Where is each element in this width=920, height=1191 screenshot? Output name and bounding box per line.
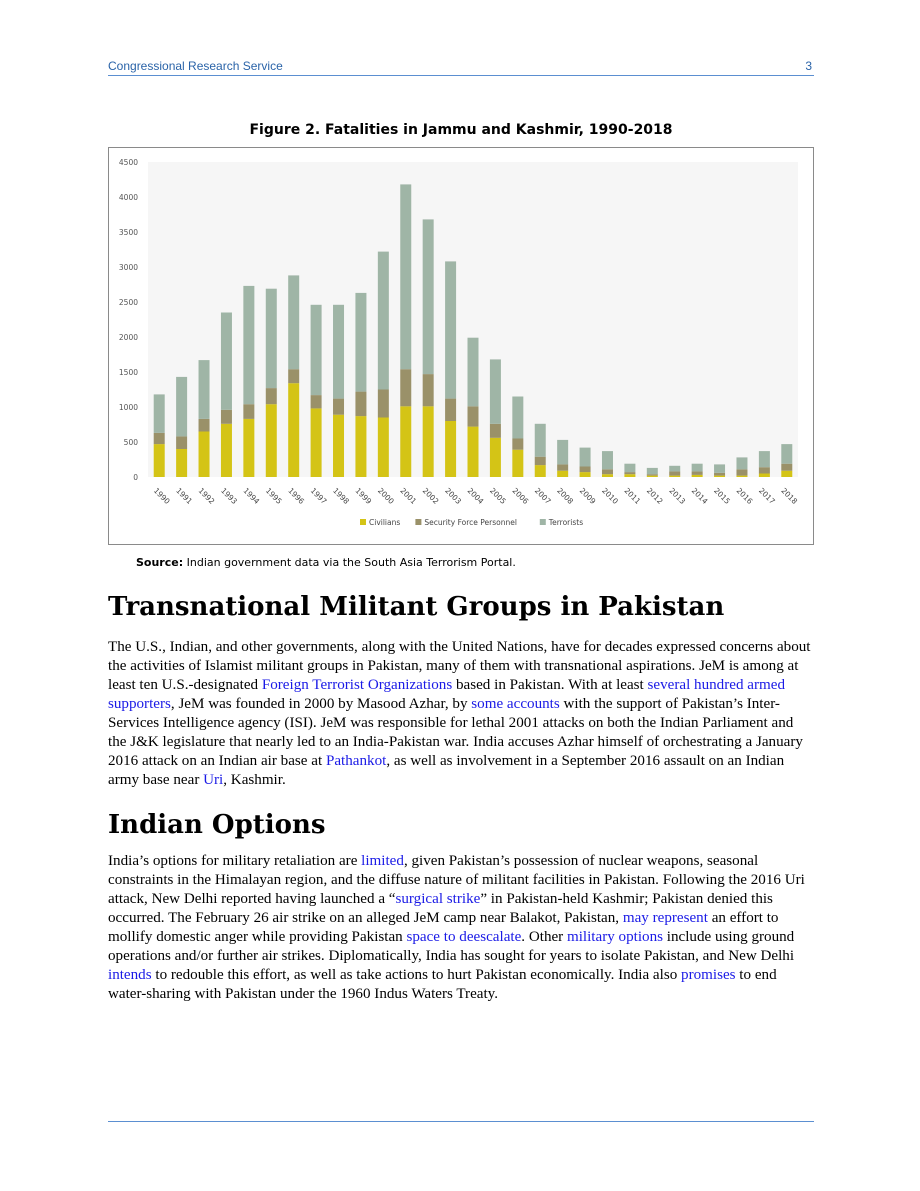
bar-security-force-personnel-2010 <box>602 469 613 474</box>
bar-security-force-personnel-2007 <box>535 457 546 465</box>
x-tick-label: 1993 <box>219 486 239 506</box>
header-org: Congressional Research Service <box>108 59 283 73</box>
bar-terrorists-1991 <box>176 377 187 437</box>
bar-civilians-1994 <box>243 419 254 477</box>
source-text: Indian government data via the South Asia Terrorism Portal. <box>186 556 516 569</box>
bar-security-force-personnel-2014 <box>692 471 703 475</box>
x-tick-label: 1996 <box>286 486 307 506</box>
bar-civilians-2004 <box>468 427 479 477</box>
section-heading-transnational: Transnational Militant Groups in Pakistan <box>108 592 725 622</box>
bar-terrorists-1998 <box>333 305 344 399</box>
bar-civilians-2007 <box>535 465 546 477</box>
y-tick-label: 0 <box>133 473 138 482</box>
bar-terrorists-2017 <box>759 451 770 467</box>
bar-terrorists-2018 <box>781 444 792 464</box>
bar-terrorists-2007 <box>535 424 546 457</box>
bar-security-force-personnel-2015 <box>714 473 725 476</box>
bar-security-force-personnel-1996 <box>288 369 299 383</box>
bar-terrorists-2003 <box>445 261 456 398</box>
bar-civilians-2014 <box>692 475 703 477</box>
bar-civilians-1990 <box>154 444 165 477</box>
bar-civilians-1993 <box>221 424 232 477</box>
x-tick-label: 1994 <box>241 486 262 506</box>
bar-security-force-personnel-1995 <box>266 388 277 404</box>
x-tick-label: 1997 <box>308 486 329 506</box>
bar-terrorists-2013 <box>669 466 680 472</box>
bar-terrorists-2000 <box>378 252 389 390</box>
bar-security-force-personnel-2004 <box>468 406 479 426</box>
legend-label: Security Force Personnel <box>424 518 517 527</box>
bar-security-force-personnel-2001 <box>400 369 411 406</box>
bar-security-force-personnel-1997 <box>311 395 322 408</box>
paragraph-transnational <box>108 638 814 790</box>
x-tick-label: 2016 <box>734 486 755 506</box>
x-tick-label: 2014 <box>689 486 710 506</box>
para1-text-3: , JeM was founded in 2000 by Masood Azhar, by <box>170 696 472 712</box>
x-tick-label: 1999 <box>353 486 374 506</box>
link-intends[interactable]: intends <box>108 967 152 983</box>
paragraph-indian-options <box>108 852 814 1004</box>
x-tick-label: 2000 <box>375 486 396 506</box>
bar-terrorists-2006 <box>512 397 523 439</box>
bar-terrorists-1994 <box>243 286 254 404</box>
bar-civilians-2002 <box>423 406 434 477</box>
legend-swatch <box>360 519 366 525</box>
link-may-represent[interactable]: may represent <box>622 910 708 926</box>
bar-terrorists-2005 <box>490 359 501 423</box>
figure-title: Figure 2. Fatalities in Jammu and Kashmir, 1990-2018 <box>249 122 673 138</box>
bar-civilians-2017 <box>759 474 770 478</box>
x-tick-label: 2005 <box>487 486 508 506</box>
bar-terrorists-2015 <box>714 464 725 472</box>
bar-terrorists-2016 <box>736 457 747 469</box>
x-tick-label: 2003 <box>443 486 464 506</box>
y-tick-label: 1000 <box>118 403 138 412</box>
bar-civilians-2011 <box>624 474 635 477</box>
x-tick-label: 2006 <box>510 486 531 506</box>
bar-terrorists-2004 <box>468 338 479 407</box>
bar-civilians-2001 <box>400 406 411 477</box>
x-tick-label: 1995 <box>263 486 284 506</box>
bar-security-force-personnel-2018 <box>781 464 792 471</box>
bar-civilians-1999 <box>355 416 366 477</box>
bar-civilians-1992 <box>199 432 210 478</box>
bar-civilians-2009 <box>580 472 591 477</box>
x-tick-label: 2010 <box>600 486 620 506</box>
bar-civilians-1991 <box>176 449 187 477</box>
legend-label: Civilians <box>369 518 401 527</box>
bar-civilians-2006 <box>512 450 523 477</box>
para2-text-8: to end water-sharing with Pakistan under the 1960 Indus Waters Treaty. <box>108 967 777 1002</box>
para1-text-2: based in Pakistan. With at least <box>452 677 648 693</box>
para1-text-4: with the support of Pakistan’s Inter-Services Intelligence agency (ISI). JeM was responsible for lethal 2001 attacks on both the Indian Parliament and the J&K legislature that nearly led to an India-Pakistan war. India accuses Azhar himself of orchestrating a January 2016 attack on an Indian air base at <box>108 696 803 769</box>
para1-text-6: , Kashmir. <box>223 772 286 788</box>
bar-security-force-personnel-2003 <box>445 399 456 421</box>
link-surgical-strike[interactable]: surgical strike <box>395 891 481 907</box>
legend-label: Terrorists <box>548 518 584 527</box>
x-tick-label: 2009 <box>577 486 598 506</box>
y-tick-label: 2500 <box>118 298 138 307</box>
bar-civilians-2013 <box>669 476 680 477</box>
section-heading-indian-options: Indian Options <box>108 810 326 840</box>
page-number: 3 <box>805 59 812 73</box>
y-tick-label: 3000 <box>118 263 138 272</box>
footer-rule <box>108 1121 814 1122</box>
y-tick-label: 4000 <box>118 193 138 202</box>
x-tick-label: 2002 <box>420 486 441 506</box>
bar-civilians-2003 <box>445 421 456 477</box>
x-tick-label: 2004 <box>465 486 486 506</box>
x-tick-label: 1990 <box>151 486 172 506</box>
link-limited[interactable]: limited <box>361 853 404 869</box>
bar-security-force-personnel-2011 <box>624 472 635 474</box>
bar-security-force-personnel-1993 <box>221 410 232 424</box>
para2-text-3: ” in Pakistan-held Kashmir; Pakistan denied this occurred. The February 26 air strike on an alleged JeM camp near Balakot, Pakistan, <box>108 891 773 926</box>
bar-terrorists-1996 <box>288 275 299 369</box>
y-tick-label: 2000 <box>118 333 138 342</box>
para2-text-5: . Other <box>521 929 567 945</box>
x-tick-label: 2011 <box>622 486 643 506</box>
link-pathankot[interactable]: Pathankot <box>325 753 387 769</box>
bar-terrorists-2011 <box>624 464 635 472</box>
bar-security-force-personnel-2000 <box>378 390 389 418</box>
bar-civilians-1996 <box>288 383 299 477</box>
link-some-accounts[interactable]: some accounts <box>471 696 560 712</box>
bar-security-force-personnel-2013 <box>669 471 680 475</box>
x-tick-label: 2015 <box>712 486 733 506</box>
link-promises[interactable]: promises <box>681 967 736 983</box>
bar-terrorists-2012 <box>647 468 658 474</box>
bar-terrorists-1995 <box>266 289 277 388</box>
y-tick-label: 1500 <box>118 368 138 377</box>
para2-text-6: include using ground operations and/or further air strikes. Diplomatically, India has sought for years to isolate Pakistan, and New Delhi <box>108 929 795 964</box>
x-tick-label: 2008 <box>555 486 576 506</box>
bar-terrorists-1992 <box>199 360 210 419</box>
bar-terrorists-2001 <box>400 184 411 369</box>
bar-civilians-2018 <box>781 471 792 477</box>
bar-terrorists-1999 <box>355 293 366 392</box>
link-uri[interactable]: Uri <box>203 772 224 788</box>
x-tick-label: 2012 <box>644 486 665 506</box>
link-space-to-deescalate[interactable]: space to deescalate <box>406 929 522 945</box>
bar-civilians-1997 <box>311 408 322 477</box>
bar-civilians-2016 <box>736 476 747 477</box>
figure-source <box>136 556 516 569</box>
bar-security-force-personnel-2009 <box>580 467 591 473</box>
link-military-options[interactable]: military options <box>566 929 663 945</box>
bar-civilians-1995 <box>266 404 277 477</box>
bar-terrorists-2009 <box>580 448 591 467</box>
bar-civilians-2012 <box>647 476 658 477</box>
source-label: Source: <box>136 556 184 569</box>
x-tick-label: 2007 <box>532 486 553 506</box>
bar-terrorists-2008 <box>557 440 568 465</box>
bar-civilians-2015 <box>714 476 725 477</box>
para1-text-1: The U.S., Indian, and other governments, along with the United Nations, have for decades expressed concerns about the activities of Islamist militant groups in Pakistan, many of them with transnational aspirations. JeM is among at least ten U.S.-designated <box>108 639 811 693</box>
bar-security-force-personnel-2002 <box>423 374 434 406</box>
bar-security-force-personnel-2017 <box>759 467 770 473</box>
x-tick-label: 1991 <box>174 486 195 506</box>
bar-security-force-personnel-2008 <box>557 464 568 470</box>
bar-civilians-2010 <box>602 474 613 477</box>
bar-civilians-2005 <box>490 438 501 477</box>
bar-security-force-personnel-1998 <box>333 399 344 415</box>
link-foreign-terrorist-organizations[interactable]: Foreign Terrorist Organizations <box>261 677 453 693</box>
x-tick-label: 2018 <box>779 486 800 506</box>
bar-security-force-personnel-2006 <box>512 439 523 450</box>
para1-text-5: , as well as involvement in a September 2016 assault on an Indian army base near <box>108 753 785 788</box>
bar-security-force-personnel-1990 <box>154 433 165 444</box>
bar-security-force-personnel-2005 <box>490 424 501 438</box>
bar-terrorists-2002 <box>423 219 434 374</box>
bar-civilians-1998 <box>333 415 344 477</box>
bar-civilians-2008 <box>557 471 568 477</box>
header-rule <box>108 75 814 76</box>
x-tick-label: 1992 <box>196 486 217 506</box>
x-tick-label: 2017 <box>756 486 777 506</box>
y-tick-label: 4500 <box>118 158 138 167</box>
x-tick-label: 2001 <box>398 486 419 506</box>
bar-terrorists-1993 <box>221 313 232 410</box>
para2-text-7: to redouble this effort, as well as take actions to hurt Pakistan economically. India also <box>151 967 682 983</box>
legend-swatch <box>540 519 546 525</box>
para2-text-4: an effort to mollify domestic anger while providing Pakistan <box>108 910 779 945</box>
bar-security-force-personnel-2012 <box>647 474 658 475</box>
fatalities-chart <box>108 147 814 545</box>
para2-text-1: India’s options for military retaliation are <box>108 853 362 869</box>
chart-container <box>108 147 814 545</box>
para2-text-2: , given Pakistan’s possession of nuclear weapons, seasonal constraints in the Himalayan region, and the diffuse nature of militant facilities in Pakistan. Following the 2016 Uri attack, New Delhi reported having launched a “ <box>108 853 805 907</box>
bar-terrorists-1990 <box>154 394 165 433</box>
link-several-hundred-armed-supporters[interactable]: several hundred armed supporters <box>108 677 785 712</box>
y-tick-label: 3500 <box>118 228 138 237</box>
x-tick-label: 1998 <box>331 486 351 506</box>
x-tick-label: 2013 <box>667 486 688 506</box>
bar-civilians-2000 <box>378 418 389 478</box>
y-tick-label: 500 <box>123 438 138 447</box>
page-header <box>108 59 814 75</box>
bar-security-force-personnel-1991 <box>176 436 187 449</box>
bar-security-force-personnel-1994 <box>243 404 254 419</box>
legend <box>360 518 583 527</box>
bar-security-force-personnel-2016 <box>736 469 747 475</box>
bar-terrorists-2010 <box>602 451 613 469</box>
bar-security-force-personnel-1999 <box>355 392 366 417</box>
bar-terrorists-2014 <box>692 464 703 472</box>
legend-swatch <box>415 519 421 525</box>
bar-terrorists-1997 <box>311 305 322 395</box>
bar-security-force-personnel-1992 <box>199 419 210 432</box>
